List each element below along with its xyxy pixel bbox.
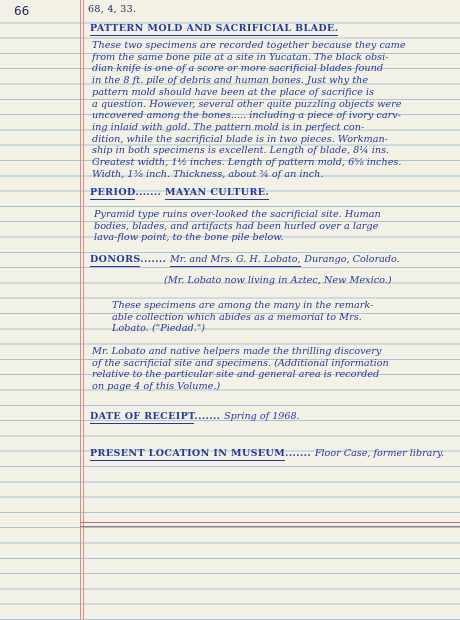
receipt-value: Spring of 1968. — [224, 411, 300, 422]
collection-note-line: Lobato. ("Piedad.") — [112, 323, 206, 335]
description-line: ship in both specimens is excellent. Length of blade, 8¼ ins. — [92, 145, 390, 157]
donors-row — [90, 254, 400, 265]
entry-number: 68, 4, 33. — [88, 4, 137, 15]
description-line: uncovered among the bones..... including a piece of ivory carv- — [92, 110, 402, 122]
donors-leader: ....... — [140, 254, 167, 265]
collection-note-line: able collection which abides as a memorial to Mrs. — [112, 311, 362, 323]
description-line: from the same bone pile at a site in Yucatan. The black obsi- — [92, 51, 389, 63]
period-label: PERIOD — [90, 187, 136, 198]
receipt-label: DATE OF RECEIPT — [90, 411, 195, 422]
discovery-note-line: relative to the particular site and general area is recorded — [92, 369, 380, 381]
donor-note: (Mr. Lobato now living in Aztec, New Mexico.) — [164, 275, 392, 286]
margin-line-inner — [83, 0, 84, 620]
description-line: dian knife is one of a score or more sacrificial blades found — [92, 63, 384, 75]
entry-title — [90, 23, 338, 34]
collection-note-line: These specimens are among the many in the remark- — [112, 300, 374, 311]
description-line: dition, while the sacrificial blade is in two pieces. Workman- — [92, 133, 389, 145]
closing-rule-bottom — [80, 526, 460, 527]
description-line: These two specimens are recorded together because they came — [92, 40, 406, 51]
page-number: 66 — [14, 4, 30, 18]
period-note — [94, 209, 381, 244]
discovery-note-line: on page 4 of this Volume.) — [92, 381, 221, 393]
location-row — [90, 448, 444, 459]
margin-line — [80, 0, 81, 620]
description-line: pattern mold should have been at the place of sacrifice is — [92, 86, 374, 98]
donors-names: Mr. and Mrs. G. H. Lobato, — [169, 254, 301, 265]
description-line: in the 8 ft. pile of debris and human bones. Just why the — [92, 75, 369, 87]
receipt-row — [90, 411, 300, 422]
period-note-line: bodies, blades, and artifacts had been hurled over a large — [94, 220, 379, 232]
discovery-note-line: of the sacrificial site and specimens. (Additional information — [92, 357, 389, 369]
period-value: MAYAN CULTURE. — [164, 187, 270, 198]
discovery-note — [92, 346, 389, 393]
collection-note — [112, 300, 373, 335]
period-leader: ....... — [135, 187, 162, 198]
description-line: ing inlaid with gold. The pattern mold is in perfect con- — [92, 121, 365, 133]
receipt-leader: ....... — [194, 411, 221, 422]
period-row — [90, 187, 269, 198]
location-label: PRESENT LOCATION IN MUSEUM — [90, 448, 286, 459]
donors-place: Durango, Colorado. — [304, 254, 400, 265]
discovery-note-line: Mr. Lobato and native helpers made the thrilling discovery — [92, 346, 382, 357]
period-note-line: lava-flow point, to the bone pile below. — [94, 232, 284, 244]
entry-title-text: PATTERN MOLD AND SACRIFICIAL BLADE. — [90, 23, 339, 34]
location-leader: ....... — [285, 448, 312, 459]
donors-label: DONORS — [90, 254, 141, 265]
description-line: Greatest width, 1½ inches. Length of pattern mold, 6⅝ inches. — [92, 157, 402, 169]
description-line: a question. However, several other quite puzzling objects were — [92, 98, 402, 110]
closing-rule-top — [80, 522, 460, 523]
description-block — [92, 40, 406, 180]
period-note-line: Pyramid type ruins over-looked the sacrificial site. Human — [94, 209, 381, 220]
description-line: Width, 1⅜ inch. Thickness, about ¾ of an inch. — [92, 168, 324, 180]
location-value: Floor Case, former library. — [314, 448, 445, 459]
